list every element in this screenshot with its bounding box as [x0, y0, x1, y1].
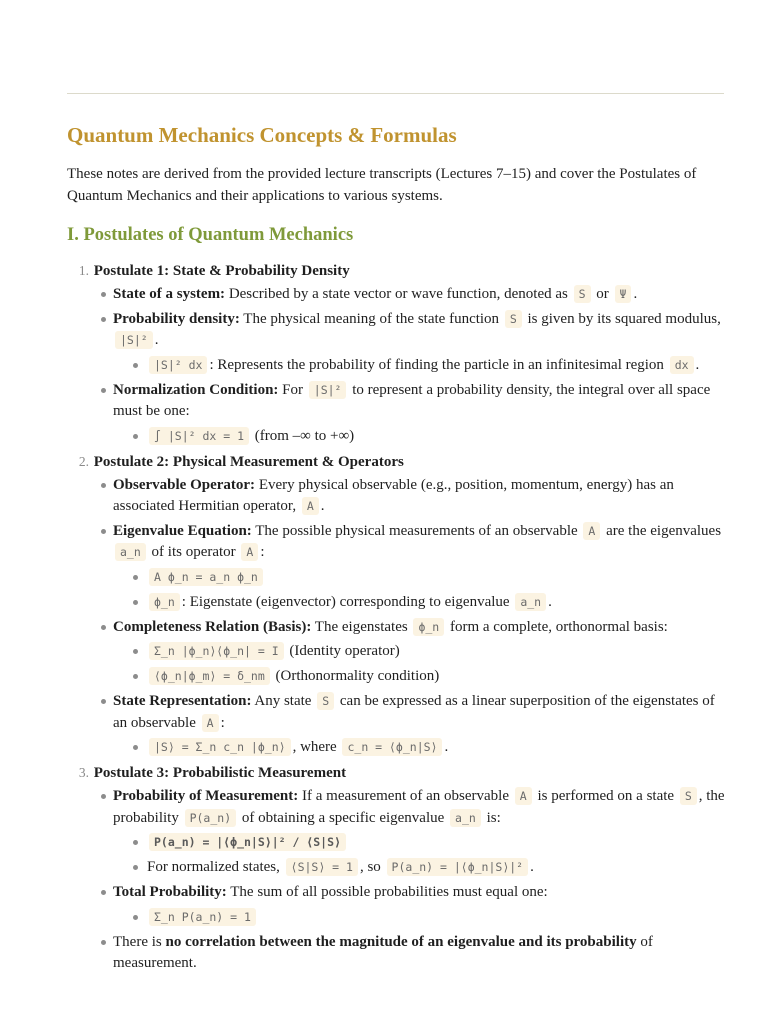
code-inline: A [302, 497, 319, 515]
item-text: . [530, 859, 534, 875]
sub-list [113, 426, 727, 447]
item-text: or [592, 286, 613, 302]
code-inline: a_n [450, 809, 481, 827]
code-inline: Σ_n |ϕ_n⟩⟨ϕ_n| = I [149, 642, 284, 660]
item-label: Probability of Measurement: [113, 788, 299, 804]
code-inline: S [574, 285, 591, 303]
item-text: : Eigenstate (eigenvector) corresponding to eigenvalue [181, 593, 514, 610]
sub-item [113, 426, 727, 447]
item-text: . [695, 356, 700, 373]
item-text: . [154, 332, 159, 348]
code-inline: a_n [515, 593, 546, 611]
item-text: . [320, 498, 325, 514]
postulate-1 [67, 260, 727, 447]
item-emphasis: no correlation between the magnitude of an eigenvalue and its probability [165, 933, 637, 950]
postulate-3-points [67, 786, 727, 975]
code-inline: ∫ |S|² dx = 1 [149, 427, 249, 445]
list-number: 3. [78, 765, 89, 780]
item-text: For normalized states, [147, 859, 284, 875]
item-text: is performed on a state [533, 788, 678, 804]
sub-list [113, 641, 727, 687]
code-inline: P(a_n) [185, 809, 237, 827]
code-inline: A [583, 522, 600, 540]
item-text: . [444, 739, 449, 755]
code-inline: S [680, 787, 697, 805]
list-item-eigenvalue [67, 521, 727, 613]
code-inline: P(a_n) = |⟨ϕ_n|S⟩|² [387, 858, 529, 876]
sub-list [113, 355, 727, 376]
sub-item [113, 857, 727, 878]
list-item-state-representation [67, 691, 727, 758]
item-text: The possible physical measurements of an observable [251, 522, 582, 539]
item-text: If a measurement of an observable [298, 788, 513, 804]
sub-item [113, 567, 727, 588]
sub-list [113, 737, 727, 758]
code-inline: ϕ_n [149, 593, 180, 611]
code-inline: a_n [115, 543, 146, 561]
code-inline: A [515, 787, 532, 805]
item-label: Normalization Condition: [113, 381, 279, 398]
item-text: : [260, 544, 265, 560]
item-text: The eigenstates [311, 618, 412, 635]
item-text: There is [113, 933, 166, 950]
item-text: (from –∞ to +∞) [251, 427, 355, 444]
top-divider [67, 93, 724, 94]
page-title: Quantum Mechanics Concepts & Formulas [67, 123, 457, 147]
item-text: (Identity operator) [285, 643, 400, 659]
list-number: 2. [78, 453, 89, 469]
item-text: . [548, 593, 552, 610]
item-text: is: [482, 809, 501, 826]
list-item-probability [67, 786, 727, 878]
sub-list [113, 907, 727, 928]
code-inline: |S|² dx [149, 356, 207, 374]
list-number: 1. [78, 263, 89, 278]
list-item-total-probability [67, 882, 727, 928]
section-heading-postulates: I. Postulates of Quantum Mechanics [67, 225, 354, 245]
sub-list [113, 832, 727, 878]
item-label: Probability density: [113, 310, 240, 327]
sub-item [113, 641, 727, 662]
postulate-1-points [67, 284, 727, 447]
postulates-list [67, 260, 727, 975]
list-item-observable [67, 475, 727, 518]
item-text: Described by a state vector or wave function, denoted as [225, 286, 572, 302]
list-item-normalization [67, 380, 727, 447]
item-text: , so [359, 859, 385, 875]
item-text: : Represents the probability of finding the particle in an infinitesimal region [209, 356, 668, 373]
code-inline: ϕ_n [413, 618, 444, 636]
sub-item [113, 666, 727, 687]
code-inline: Σ_n P(a_n) = 1 [149, 908, 256, 926]
postulate-2 [67, 451, 727, 759]
item-text: form a complete, orthonormal basis: [446, 618, 668, 635]
item-label: State of a system: [113, 286, 226, 302]
code-inline: |S⟩ = Σ_n c_n |ϕ_n⟩ [149, 738, 291, 756]
item-text: to represent a probability density, the integral over all space must be one: [113, 381, 711, 419]
item-text: of measurement. [113, 933, 653, 971]
postulate-3 [67, 762, 727, 975]
item-label: Observable Operator: [113, 476, 256, 493]
list-item-density [67, 309, 727, 376]
item-text: can be expressed as a linear superposition of the eigenstates of an observable [113, 693, 715, 731]
item-label: State Representation: [113, 693, 252, 709]
code-inline: A [202, 714, 219, 732]
item-text: The physical meaning of the state function [239, 310, 503, 327]
item-label: Eigenvalue Equation: [113, 522, 252, 539]
sub-item [113, 355, 727, 376]
item-text: : [220, 714, 225, 731]
postulate-title: Postulate 2: Physical Measurement & Operators [93, 453, 404, 470]
code-inline: A ϕ_n = a_n ϕ_n [149, 568, 263, 586]
sub-item [113, 592, 727, 613]
code-inline: S [317, 692, 334, 710]
item-text: are the eigenvalues [602, 522, 722, 539]
document-body [67, 121, 727, 978]
code-inline: dx [670, 356, 694, 374]
code-inline: |S|² [115, 331, 153, 349]
item-text: , where [292, 739, 341, 755]
item-text: of its operator [147, 544, 240, 560]
postulate-title: Postulate 3: Probabilistic Measurement [93, 765, 347, 781]
postulate-2-points [67, 475, 727, 759]
code-inline: P(a_n) = |⟨ϕ_n|S⟩|² / ⟨S|S⟩ [149, 833, 346, 851]
item-label: Completeness Relation (Basis): [113, 618, 312, 635]
postulate-title: Postulate 1: State & Probability Density [93, 263, 350, 279]
code-inline: ⟨S|S⟩ = 1 [286, 858, 358, 876]
item-text: Every physical observable (e.g., position, momentum, energy) has an associated Hermitian operator, [113, 476, 674, 514]
code-inline: A [241, 543, 258, 561]
item-label: Total Probability: [113, 884, 227, 900]
item-text: (Orthonormality condition) [271, 668, 440, 684]
list-item-state [67, 284, 727, 306]
code-inline: ⟨ϕ_n|ϕ_m⟩ = δ_nm [149, 667, 270, 685]
item-text: For [278, 381, 307, 398]
code-inline: c_n = ⟨ϕ_n|S⟩ [342, 738, 442, 756]
item-text: . [633, 286, 638, 302]
list-item-correlation [67, 932, 727, 975]
sub-list [113, 567, 727, 613]
sub-item [113, 737, 727, 758]
item-text: of obtaining a specific eigenvalue [238, 809, 449, 826]
sub-item [113, 907, 727, 928]
code-inline: S [505, 310, 522, 328]
code-inline: |S|² [309, 381, 347, 399]
item-text: Any state [251, 693, 316, 709]
sub-item [113, 832, 727, 853]
intro-paragraph: These notes are derived from the provided lecture transcripts (Lectures 7–15) and cover the Postulates of Quantum Mechanics and their applications to various systems. [67, 166, 697, 204]
item-text: is given by its squared modulus, [523, 310, 721, 327]
item-text: The sum of all possible probabilities must equal one: [226, 884, 548, 900]
list-item-completeness [67, 617, 727, 688]
item-text: , the probability [113, 788, 725, 826]
code-inline: Ψ [615, 285, 632, 303]
